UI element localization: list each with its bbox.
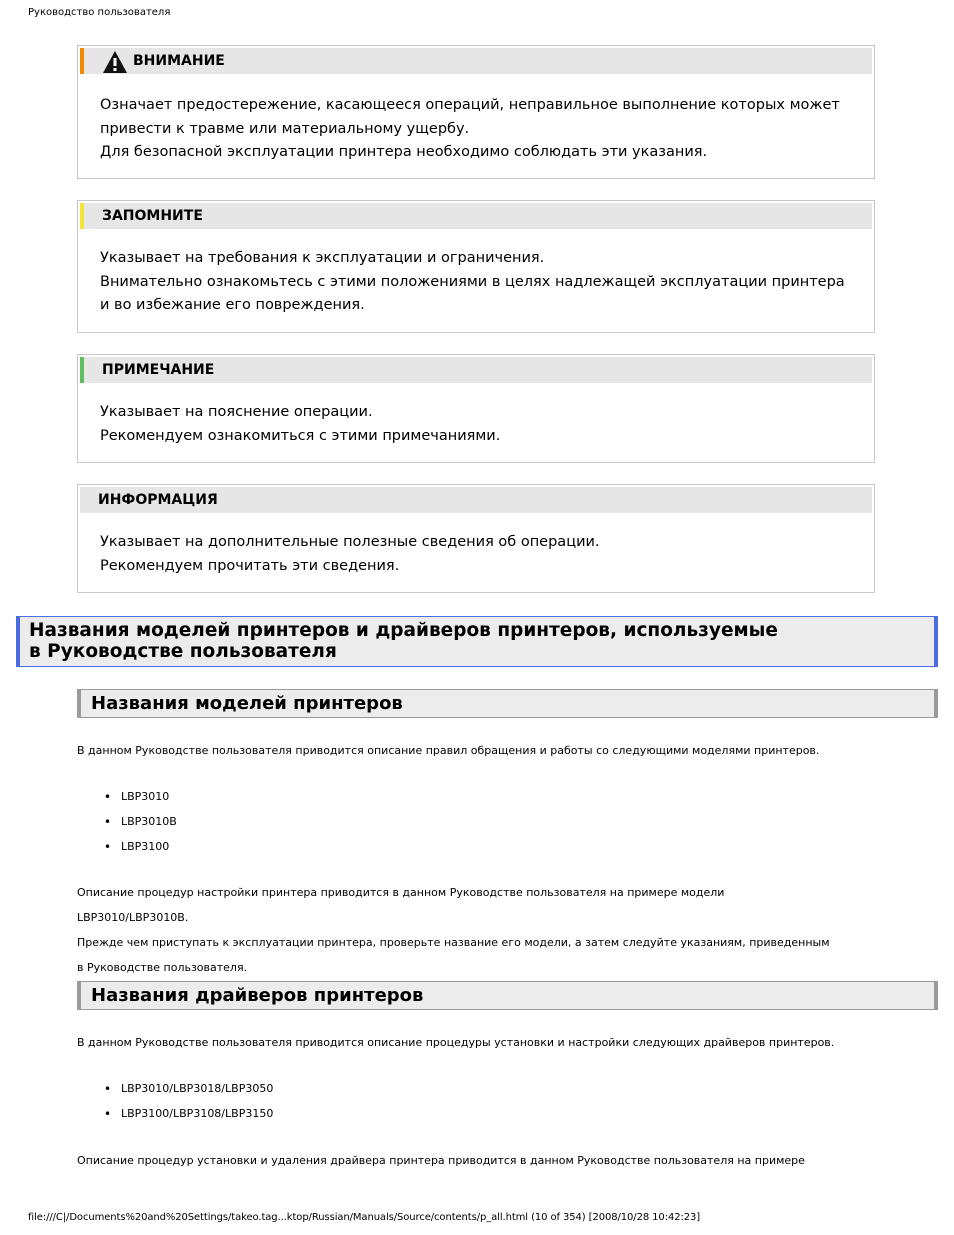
bullet-icon: • xyxy=(104,789,112,804)
running-header: Руководство пользователя xyxy=(28,7,171,18)
bullet-icon: • xyxy=(104,1106,112,1121)
note-line: Для безопасной эксплуатации принтера необходимо соблюдать эти указания. xyxy=(100,144,708,160)
bullet-icon: • xyxy=(104,839,112,854)
drivers-intro: В данном Руководстве пользователя приводится описание процедуры установки и настройки следующих драйверов принтеров. xyxy=(77,1036,835,1049)
remember-note-header xyxy=(80,203,872,229)
note-note-header xyxy=(80,357,872,383)
list-item-text: LBP3010B xyxy=(121,815,177,828)
note-line: Означает предостережение, касающееся операций, неправильное выполнение которых может привести к травме или материальному ущербу. xyxy=(100,97,840,137)
warning-note-title: ВНИМАНИЕ xyxy=(133,53,225,69)
warning-triangle-icon xyxy=(102,50,128,74)
info-note-title: ИНФОРМАЦИЯ xyxy=(98,492,218,508)
note-note-title: ПРИМЕЧАНИЕ xyxy=(102,362,215,378)
note-line: Указывает на дополнительные полезные сведения об операции. xyxy=(100,534,600,550)
list-item xyxy=(104,784,177,809)
drivers-heading: Названия драйверов принтеров xyxy=(77,981,938,1010)
section-heading-line: в Руководстве пользователя xyxy=(29,641,337,662)
warning-accent-bar xyxy=(80,48,84,74)
list-item xyxy=(104,1101,273,1126)
warning-note-body xyxy=(78,74,874,165)
note-note-body xyxy=(78,383,874,448)
models-note1: Описание процедур настройки принтера приводится в данном Руководстве пользователя на примере модели LBP3010/LBP3010B. xyxy=(77,886,725,924)
footer-path: file:///C|/Documents%20and%20Settings/takeo.tag...ktop/Russian/Manuals/Source/contents/p_all.html (10 of 354) [2008/10/28 10:42:23] xyxy=(28,1212,701,1223)
section-heading xyxy=(16,616,938,667)
models-note2: Прежде чем приступать к эксплуатации принтера, проверьте название его модели, а затем следуйте указаниям, приведенным в Руководстве пользователя. xyxy=(77,936,830,974)
list-item-text: LBP3100 xyxy=(121,840,170,853)
list-item xyxy=(104,834,177,859)
section-heading-line: Названия моделей принтеров и драйверов принтеров, используемые xyxy=(29,620,778,641)
drivers-list xyxy=(104,1076,273,1126)
remember-note-title: ЗАПОМНИТЕ xyxy=(102,208,203,224)
models-notes xyxy=(77,880,837,980)
remember-note-body xyxy=(78,229,874,318)
list-item xyxy=(104,1076,273,1101)
bullet-icon: • xyxy=(104,1081,112,1096)
note-accent-bar xyxy=(80,357,84,383)
drivers-note1: Описание процедур установки и удаления драйвера принтера приводится в данном Руководстве пользователя на примере xyxy=(77,1154,805,1167)
models-heading: Названия моделей принтеров xyxy=(77,689,938,718)
warning-note xyxy=(77,45,875,179)
note-line: Рекомендуем прочитать эти сведения. xyxy=(100,557,400,574)
models-intro: В данном Руководстве пользователя приводится описание правил обращения и работы со следующими моделями принтеров. xyxy=(77,744,820,757)
note-note xyxy=(77,354,875,463)
list-item xyxy=(104,809,177,834)
note-line: Внимательно ознакомьтесь с этими положениями в целях надлежащей эксплуатации принтера и во избежание его повреждения. xyxy=(100,273,845,313)
note-line: Указывает на требования к эксплуатации и ограничения. xyxy=(100,250,545,266)
info-note-header xyxy=(80,487,872,513)
list-item-text: LBP3100/LBP3108/LBP3150 xyxy=(121,1107,274,1120)
remember-accent-bar xyxy=(80,203,84,229)
remember-note xyxy=(77,200,875,333)
note-line: Указывает на пояснение операции. xyxy=(100,404,373,420)
models-list xyxy=(104,784,177,859)
list-item-text: LBP3010/LBP3018/LBP3050 xyxy=(121,1082,274,1095)
list-item-text: LBP3010 xyxy=(121,790,170,803)
warning-note-header xyxy=(80,48,872,74)
note-line: Рекомендуем ознакомиться с этими примечаниями. xyxy=(100,427,501,444)
bullet-icon: • xyxy=(104,814,112,829)
info-note xyxy=(77,484,875,593)
info-note-body xyxy=(78,513,874,578)
